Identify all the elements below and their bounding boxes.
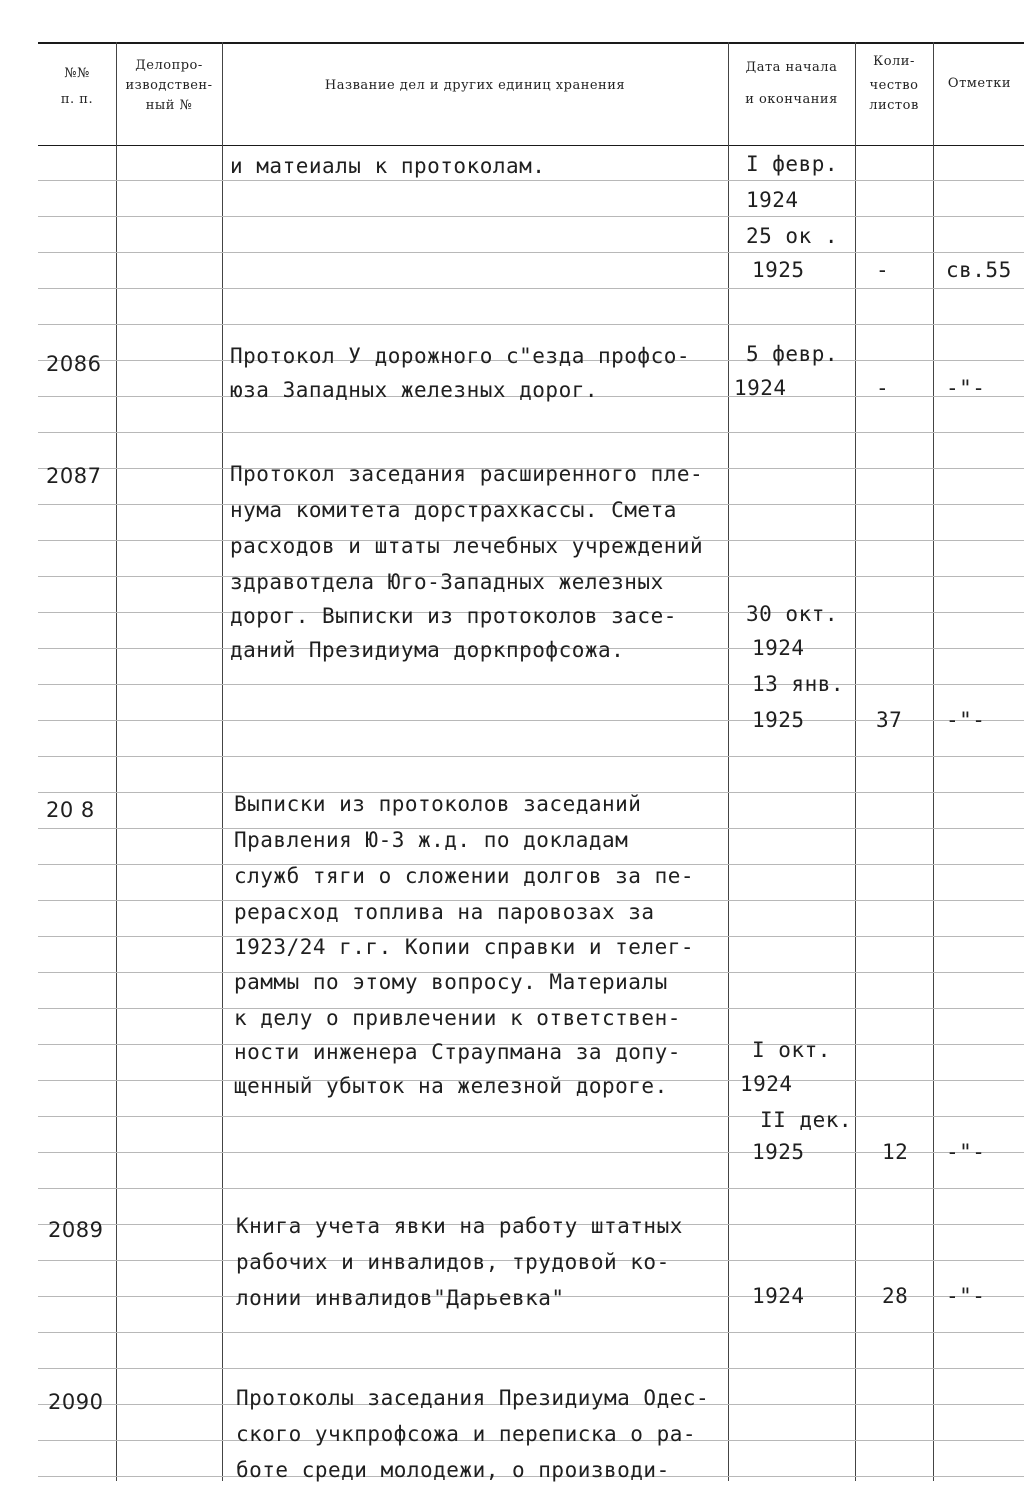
record-title-line: рерасход топлива на паровозах за [234, 900, 655, 924]
record-date: 1924 [746, 188, 799, 212]
column-divider-3 [728, 42, 729, 1481]
header-col-dates-line: и окончания [745, 92, 838, 107]
header-col-num [40, 64, 114, 110]
header-col-count-line: чество [869, 78, 919, 93]
record-sheet-count: 12 [882, 1140, 909, 1164]
record-date: 1925 [752, 258, 805, 282]
header-col-dates [730, 58, 853, 110]
header-col-count-line: листов [869, 98, 919, 113]
record-title-line: нума комитета дорстрахкассы. Смета [230, 498, 677, 522]
record-date: II дек. [760, 1108, 853, 1132]
record-sheet-count: - [876, 258, 890, 282]
record-title-line: дорог. Выписки из протоколов засе- [230, 604, 677, 628]
ruled-line [38, 756, 1024, 757]
record-date: 30 окт. [746, 602, 839, 626]
record-title-line: лонии инвалидов"Дарьевка" [236, 1286, 565, 1310]
ruled-line [38, 1116, 1024, 1117]
column-divider-4 [855, 42, 856, 1481]
ruled-line [38, 216, 1024, 217]
ruled-line [38, 324, 1024, 325]
record-note: -"- [946, 376, 986, 400]
record-title-line: ского учкпрофсожа и переписка о ра- [236, 1422, 697, 1446]
header-col-notes-text: Отметки [947, 76, 1012, 91]
record-note: -"- [946, 708, 986, 732]
header-col-count [857, 52, 931, 116]
record-title-line: боте среди молодежи, о производи- [236, 1458, 670, 1482]
record-note: -"- [946, 1284, 986, 1308]
record-title-line: Книга учета явки на работу штатных [236, 1214, 683, 1238]
record-title-line: Выписки из протоколов заседаний [234, 792, 642, 816]
record-title-line: Протоколы заседания Президиума Одес- [236, 1386, 710, 1410]
record-note: -"- [946, 1140, 986, 1164]
header-col-office-line: Делопро- [135, 58, 203, 73]
record-title-line: даний Президиума доркпрофсожа. [230, 638, 625, 662]
ruled-line [38, 684, 1024, 685]
record-date: 1924 [752, 636, 805, 660]
record-date: I февр. [746, 152, 839, 176]
record-number: 20 8 [46, 798, 95, 822]
record-title-line: расходов и штаты лечебных учреждений [230, 534, 704, 558]
ruled-line [38, 1368, 1024, 1369]
record-title-line: ности инженера Страупмана за допу- [234, 1040, 681, 1064]
header-col-num-line: п. п. [60, 92, 94, 107]
header-bottom-border [38, 145, 1024, 146]
record-title-line: Правления Ю-З ж.д. по докладам [234, 828, 629, 852]
record-title-line: Протокол У дорожного с"езда профсо- [230, 344, 691, 368]
column-divider-5 [933, 42, 934, 1481]
header-col-office-line: ный № [145, 98, 193, 113]
header-col-title [224, 76, 726, 96]
ruled-line [38, 1152, 1024, 1153]
record-date: 1925 [752, 708, 805, 732]
record-date: 1924 [752, 1284, 805, 1308]
record-date: 1924 [734, 376, 787, 400]
record-sheet-count: 37 [876, 708, 903, 732]
column-divider-2 [222, 42, 223, 1481]
record-title-line: юза Западных железных дорог. [230, 378, 599, 402]
record-sheet-count: - [876, 376, 890, 400]
column-divider-1 [116, 42, 117, 1481]
header-col-num-line: №№ [64, 66, 90, 81]
header-col-notes [935, 74, 1024, 94]
record-title-line: 1923/24 г.г. Копии справки и телег- [234, 935, 695, 959]
record-date: 1924 [740, 1072, 793, 1096]
record-number: 2090 [48, 1390, 104, 1414]
record-title-line: рабочих и инвалидов, трудовой ко- [236, 1250, 670, 1274]
record-title-line: щенный убыток на железной дороге. [234, 1074, 668, 1098]
record-title-line: здравотдела Юго-Западных железных [230, 570, 664, 594]
ruled-line [38, 1188, 1024, 1189]
record-sheet-count: 28 [882, 1284, 909, 1308]
record-title-line: служб тяги о сложении долгов за пе- [234, 864, 695, 888]
record-date: 13 янв. [752, 672, 845, 696]
ruled-line [38, 432, 1024, 433]
record-number: 2089 [48, 1218, 104, 1242]
header-col-title-text: Название дел и других единиц хранения [324, 78, 626, 93]
record-date: 25 ок . [746, 224, 839, 248]
record-title-line: к делу о привлечении к ответствен- [234, 1006, 681, 1030]
record-number: 2086 [46, 352, 102, 376]
record-number: 2087 [46, 464, 102, 488]
record-title-line: Протокол заседания расширенного пле- [230, 462, 704, 486]
record-title-line: и матеиалы к протоколам. [230, 154, 546, 178]
header-col-office [118, 56, 220, 116]
table-top-border [38, 42, 1024, 44]
header-col-office-line: изводствен- [125, 78, 213, 93]
ruled-line [38, 288, 1024, 289]
record-date: 1925 [752, 1140, 805, 1164]
header-col-count-line: Коли- [873, 54, 915, 69]
record-date: 5 февр. [746, 342, 839, 366]
header-col-dates-line: Дата начала [745, 60, 838, 75]
record-note: св.55 [946, 258, 1012, 282]
record-date: I окт. [752, 1038, 831, 1062]
record-title-line: раммы по этому вопросу. Материалы [234, 970, 668, 994]
ruled-line [38, 1332, 1024, 1333]
